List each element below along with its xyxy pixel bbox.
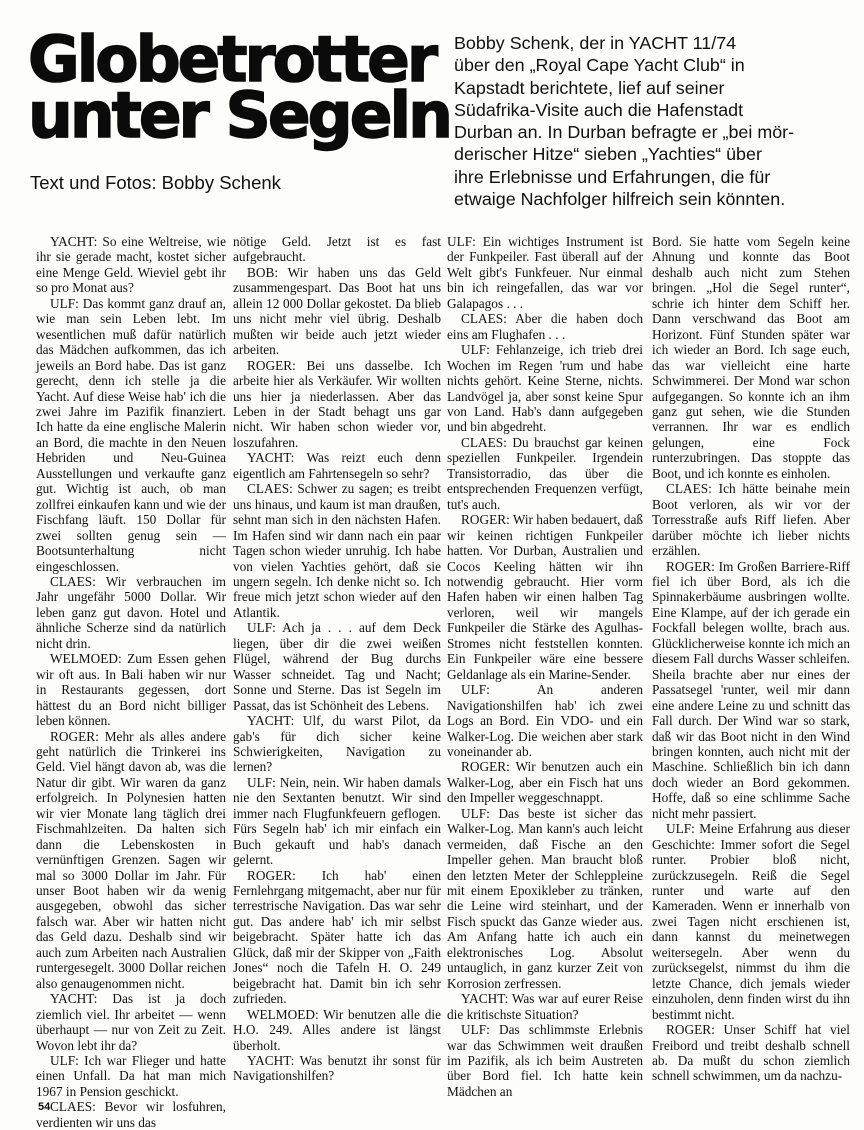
paragraph: CLAES: Ich hätte beinahe mein Boot verloren, als wir vor der Torresstraße aufs Riff liefen. Aber darüber möchte ich lieber nichts erzählen. xyxy=(652,481,850,559)
paragraph: CLAES: Schwer zu sagen; es treibt uns hinaus, und kaum ist man draußen, sehnt man sich in den nächsten Hafen. Im Hafen sind wir dann nach ein paar Tagen schon wieder unruhig. Ich habe von vielen Yachties gehört, daß sie ungern segeln. Ich denke nicht so. Ich freue mich jetzt schon wieder auf den Atlantik. xyxy=(233,481,441,620)
paragraph: YACHT: Was reizt euch denn eigentlich am Fahrtensegeln so sehr? xyxy=(233,450,441,481)
paragraph: CLAES: Aber die haben doch eins am Flughafen . . . xyxy=(447,311,643,342)
paragraph: ROGER: Mehr als alles andere geht natürlich die Trinkerei ins Geld. Viel hängt davon ab, was die Natur dir gibt. Wir waren da ganz erfolgreich. In Polynesien hatten wir vier Monate lang täglich drei Fischmahlzeiten. Da halten sich dann die Lebenskosten in vernünftigen Grenzen. Sagen wir mal so 3000 Dollar im Jahr. Für unser Boot haben wir da wenig ausgegeben, obwohl das sicher falsch war. Aber wir hatten nicht das Geld dazu. Deshalb sind wir auch zum Arbeiten nach Australien runtergesegelt. 3000 Dollar reichen also genaugenommen nicht. xyxy=(36,728,226,991)
title-line-2: unter Segeln xyxy=(28,79,450,152)
paragraph: ROGER: Ich hab' einen Fernlehrgang mitgemacht, aber nur für terrestrische Navigation. Das war sehr gut. Das andere hab' ich mir selbst beigebracht. Später hatte ich das Glück, daß mir der Skipper von „Faith Jones“ noch die Tafeln H. O. 249 beigebracht hat. Damit bin ich sehr zufrieden. xyxy=(233,867,441,1007)
text-column-1 xyxy=(36,234,226,1130)
page-number: 54 xyxy=(38,1101,51,1113)
intro-line: Bobby Schenk, der in YACHT 11/74 xyxy=(454,33,737,53)
paragraph: ROGER: Bei uns dasselbe. Ich arbeite hier als Verkäufer. Wir wollten uns hier ja niederlassen. Aber das Leben in der Stadt behagt uns gar nicht. Wir haben schon wieder vor, loszufahren. xyxy=(233,357,441,450)
paragraph: ROGER: Wir benutzen auch ein Walker-Log, aber ein Fisch hat uns den Impeller weggeschnappt. xyxy=(447,759,643,806)
intro-line: derischer Hitze“ sieben „Yachties“ über xyxy=(454,144,762,165)
paragraph: CLAES: Bevor wir losfuhren, verdienten wir uns das xyxy=(36,1099,226,1130)
intro-line: Kapstadt berichtete, lief auf seiner xyxy=(454,77,725,98)
paragraph: ULF: Fehlanzeige, ich trieb drei Wochen im Regen 'rum und habe nichts gehört. Keine Sterne, nichts. Landvögel ja, aber sonst keine Spur von Land. Hab's dann aufgegeben und bin abgedreht. xyxy=(447,342,643,435)
paragraph: ULF: An anderen Navigationshilfen hab' ich zwei Logs an Bord. Ein VDO- und ein Walker-Log. Die weichen aber stark voneinander ab. xyxy=(447,682,643,759)
paragraph: YACHT: Was benutzt ihr sonst für Navigationshilfen? xyxy=(233,1053,441,1084)
paragraph: CLAES: Du brauchst gar keinen speziellen Funkpeiler. Irgendein Transistorradio, das über die entsprechenden Frequenzen verfügt, tut's auch. xyxy=(447,434,643,512)
text-column-2 xyxy=(233,234,441,1114)
intro-line: Südafrika-Visite auch die Hafenstadt xyxy=(454,99,744,120)
paragraph: BOB: Wir haben uns das Geld zusammengespart. Das Boot hat uns allein 12 000 Dollar gekostet. Da blieb uns nicht mehr viel übrig. Deshalb mußten wir beide auch jetzt wieder arbeiten. xyxy=(233,264,441,358)
text-column-3 xyxy=(447,234,643,1114)
paragraph: nötige Geld. Jetzt ist es fast aufgebraucht. xyxy=(233,234,441,265)
paragraph: ULF: Das kommt ganz drauf an, wie man sein Leben lebt. Im wesentlichen muß dafür natürlich das Mädchen aufkommen, das ich jeweils an Bord habe. Das ist ganz gerecht, denn ich stelle ja die Yacht. Auf diese Weise hab' ich die zwei Jahre im Pazifik finanziert. Ich hatte da eine englische Malerin an Bord, die machte in den Neuen Hebriden und Neu-Guinea Ausstellungen und verkaufte ganz gut. Wichtig ist auch, ob man zollfrei einkaufen kann und wie der Fischfang läuft. 150 Dollar für zwei sollten genug sein — Bootsunterhaltung nicht eingeschlossen. xyxy=(36,295,226,574)
text-column-4 xyxy=(652,234,850,1114)
paragraph: ROGER: Wir haben bedauert, daß wir keinen richtigen Funkpeiler hatten. Vor Durban, Australien und Cocos Keeling hätten wir ihn notwendig gebraucht. Hier vorm Hafen haben wir einen halben Tag verloren, weil wir mangels Funkpeiler die Stärke des Agulhas-Stromes nicht feststellen konnten. Ein Funkpeiler wäre eine bessere Geldanlage als ein Marine-Sender. xyxy=(447,512,644,682)
paragraph: ROGER: Im Großen Barriere-Riff fiel ich über Bord, als ich die Spinnakerbäume ausbringen wollte. Eine Klampe, auf der ich gerade ein Fockfall belegen wollte, brach aus. Glücklicherweise konnte ich mich an diesem Fall durchs Wasser schleifen. Sheila brachte aber nur eines der Passatsegel 'runter, weil mir dann eine andere Leine zu und schnitt das Fall durch. Der Wind war so stark, daß wir das Boot nicht in den Wind bringen konnten, auch nicht mit der Maschine. Schließlich bin ich dann doch wieder an Bord gekommen. Hoffe, daß so eine schlimme Sache nicht mehr passiert. xyxy=(652,558,850,821)
paragraph: Bord. Sie hatte vom Segeln keine Ahnung und konnte das Boot deshalb auch nicht zum Stehen bringen. „Hol die Segel runter“, schrie ich hinter dem Schiff her. Dann verschwand das Boot am Horizont. Fünf Stunden später war ich wieder an Bord. Ich sage euch, das war vielleicht eine harte Schwimmerei. Der Mond war schon aufgegangen. So konnte ich an ihm ganz gut sehen, wie die Stunden verrannen. Ihr war es endlich gelungen, eine Fock runterzubringen. Das stoppte das Boot, und ich konnte es einholen. xyxy=(652,234,850,481)
intro-line: etwaige Nachfolger hilfreich sein könnten. xyxy=(454,189,786,210)
paragraph: ULF: Nein, nein. Wir haben damals nie den Sextanten benutzt. Wir sind immer nach Flugfunkfeuern geflogen. Fürs Segeln hab' ich mir einfach ein Buch gekauft und hab's danach gelernt. xyxy=(233,774,441,868)
intro-text xyxy=(454,32,846,210)
paragraph: CLAES: Wir verbrauchen im Jahr ungefähr 5000 Dollar. Wir leben ganz gut davon. Hotel und ähnliche Scherze sind da natürlich nicht drin. xyxy=(36,573,226,651)
paragraph: ULF: Meine Erfahrung aus dieser Geschichte: Immer sofort die Segel runter. Probier bloß nicht, zurückzusegeln. Reiß die Segel runter und warte auf den Kameraden. Wenn er innerhalb von zwei Tagen nicht erschienen ist, dann kannst du meinetwegen weitersegeln. Aber wenn du zurücksegelst, nimmst du ihm die letzte Chance, dich jemals wieder einzuholen, denn finden wirst du ihn bestimmt nicht. xyxy=(652,821,850,1022)
intro-line: über den „Royal Cape Yacht Club“ in xyxy=(454,55,745,76)
article-title xyxy=(28,23,450,152)
paragraph: ROGER: Unser Schiff hat viel Freibord und treibt deshalb schnell ab. Da mußt du schon ziemlich schnell schwimmen, um da nachzu- xyxy=(652,1022,850,1084)
paragraph: YACHT: So eine Weltreise, wie ihr sie gerade macht, kostet sicher eine Menge Geld. Wieviel gebt ihr so pro Monat aus? xyxy=(36,234,226,296)
paragraph: WELMOED: Wir benutzen alle die H.O. 249. Alles andere ist längst überholt. xyxy=(233,1006,441,1053)
paragraph: YACHT: Ulf, du warst Pilot, da gab's für dich sicher keine Schwierigkeiten, Navigation zu lernen? xyxy=(233,713,441,775)
paragraph: ULF: Ich war Flieger und hatte einen Unfall. Da hat man mich 1967 in Pension geschickt. xyxy=(36,1053,226,1099)
paragraph: ULF: Ein wichtiges Instrument ist der Funkpeiler. Fast überall auf der Welt gibt's Funkfeuer. Nur einmal bin ich reingefallen, das war vor Galapagos . . . xyxy=(447,234,643,311)
intro-line: Durban an. In Durban befragte er „bei mör- xyxy=(454,122,795,143)
byline: Text und Fotos: Bobby Schenk xyxy=(30,172,281,193)
paragraph: WELMOED: Zum Essen gehen wir oft aus. In Bali haben wir nur in Restaurants gegessen, dort hättest du an Bord nicht billiger leben können. xyxy=(36,651,226,729)
paragraph: ULF: Das beste ist sicher das Walker-Log. Man kann's auch leicht vermeiden, daß Fische an den Impeller gehen. Man braucht bloß den letzten Meter der Schleppleine mit einem Epoxikleber zu tränken, die Leine wird steinhart, und der Fisch spuckt das Ganze wieder aus. Am Anfang hatte ich auch ein elektronisches Log. Absolut untauglich, in ganz kurzer Zeit von Korrosion zerfressen. xyxy=(447,805,643,991)
paragraph: ULF: Das schlimmste Erlebnis war das Schwimmen weit draußen im Pazifik, als ich beim Austreten über Bord fiel. Ich hatte kein Mädchen an xyxy=(447,1022,643,1099)
paragraph: YACHT: Das ist ja doch ziemlich viel. Ihr arbeitet — wenn überhaupt — nur von Zeit zu Zeit. Wovon lebt ihr da? xyxy=(36,991,226,1053)
title-line-1: Globetrotter xyxy=(28,23,435,96)
paragraph: ULF: Ach ja . . . auf dem Deck liegen, über dir die zwei weißen Flügel, während der Bug durchs Wasser schneidet. Tag und Nacht; Sonne und Sterne. Das ist Segeln im Passat, das ist Schönheit des Lebens. xyxy=(233,620,441,713)
paragraph: YACHT: Was war auf eurer Reise die kritischste Situation? xyxy=(447,991,643,1022)
intro-line: ihre Erlebnisse und Erfahrungen, die für xyxy=(454,166,771,187)
